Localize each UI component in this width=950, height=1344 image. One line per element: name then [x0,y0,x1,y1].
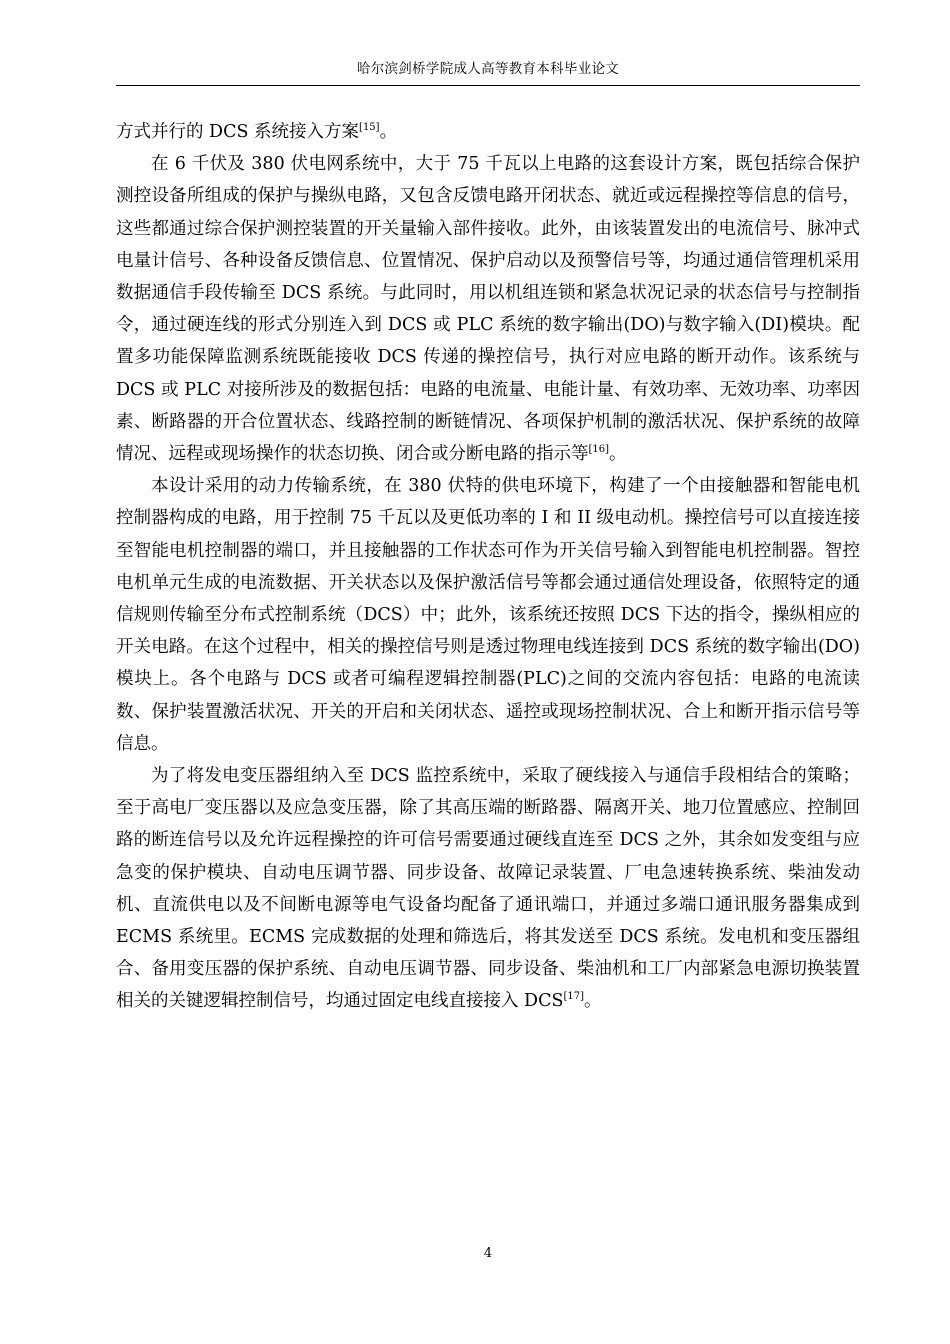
header-divider [116,85,860,86]
paragraph-motor-control [116,470,860,760]
paragraph-tail: 。 [379,122,398,142]
paragraph-text: 本设计采用的动力传输系统，在 380 伏特的供电环境下，构建了一个由接触器和智能电机控制器构成的电路，用于控制 75 千瓦以及更低功率的 I 和 II 级电动机。操控信号可以直接连接至智能电机控制器的端口，并且接触器的工作状态可作为开关信号输入到智能电机控制器。智控电机单元生成的电流数据、开关状态以及保护激活信号等都会通过通信处理设备，依照特定的通信规则传输至分布式控制系统（DCS）中；此外，该系统还按照 DCS 下达的指令，操纵相应的开关电路。在这个过程中，相关的操控信号则是透过物理电线连接到 DCS 系统的数字输出(DO)模块上。各个电路与 DCS 或者可编程逻辑控制器(PLC)之间的交流内容包括：电路的电流读数、保护装置激活状况、开关的开启和关闭状态、遥控或现场控制状况、合上和断开指示信号等信息。 [116,476,860,754]
paragraph-text: 方式并行的 DCS 系统接入方案 [116,122,360,142]
citation-ref: [17] [563,991,585,1003]
paragraph-transformer [116,760,860,1018]
paragraph-tail: 。 [584,991,602,1012]
page-number: 4 [483,1246,493,1261]
citation-ref: [16] [588,444,610,456]
running-header: 哈尔滨剑桥学院成人高等教育本科毕业论文 [356,61,620,77]
body-text [116,116,860,1018]
paragraph-continued [116,116,860,148]
paragraph-text: 为了将发电变压器组纳入至 DCS 监控系统中，采取了硬线接入与通信手段相结合的策略；至于高电厂变压器以及应急变压器，除了其高压端的断路器、隔离开关、地刀位置感应、控制回路的断连信号以及允许远程操控的许可信号需要通过硬线直连至 DCS 之外，其余如发变组与应急变的保护模块、自动电压调节器、同步设备、故障记录装置、厂电急速转换系统、柴油发动机、直流供电以及不间断电源等电气设备均配备了通讯端口，并通过多端口通讯服务器集成到 ECMS 系统里。ECMS 完成数据的处理和筛选后，将其发送至 DCS 系统。发电机和变压器组合、备用变压器的保护系统、自动电压调节器、同步设备、柴油机和工厂内部紧急电源切换装置相关的关键逻辑控制信号，均通过固定电线直接接入 DCS [116,766,860,1012]
paragraph-text: 在 6 千伏及 380 伏电网系统中，大于 75 千瓦以上电路的这套设计方案，既包括综合保护测控设备所组成的保护与操纵电路，又包含反馈电路开闭状态、就近或远程操控等信息的信号，这些都通过综合保护测控装置的开关量输入部件接收。此外，由该装置发出的电流信号、脉冲式电量计信号、各种设备反馈信息、位置情况、保护启动以及预警信号等，均通过通信管理机采用数据通信手段传输至 DCS 系统。与此同时，用以机组连锁和紧急状况记录的状态信号与控制指令，通过硬连线的形式分别连入到 DCS 或 PLC 系统的数字输出(DO)与数字输入(DI)模块。配置多功能保障监测系统既能接收 DCS 传递的操控信号，执行对应电路的断开动作。该系统与 DCS 或 PLC 对接所涉及的数据包括：电路的电流量、电能计量、有效功率、无效功率、功率因素、断路器的开合位置状态、线路控制的断链情况、各项保护机制的激活状况、保护系统的故障情况、远程或现场操作的状态切换、闭合或分断电路的指示等 [116,154,860,465]
citation-ref: [15] [359,122,380,134]
paragraph-power-grid [116,148,860,470]
paragraph-tail: 。 [609,444,627,465]
